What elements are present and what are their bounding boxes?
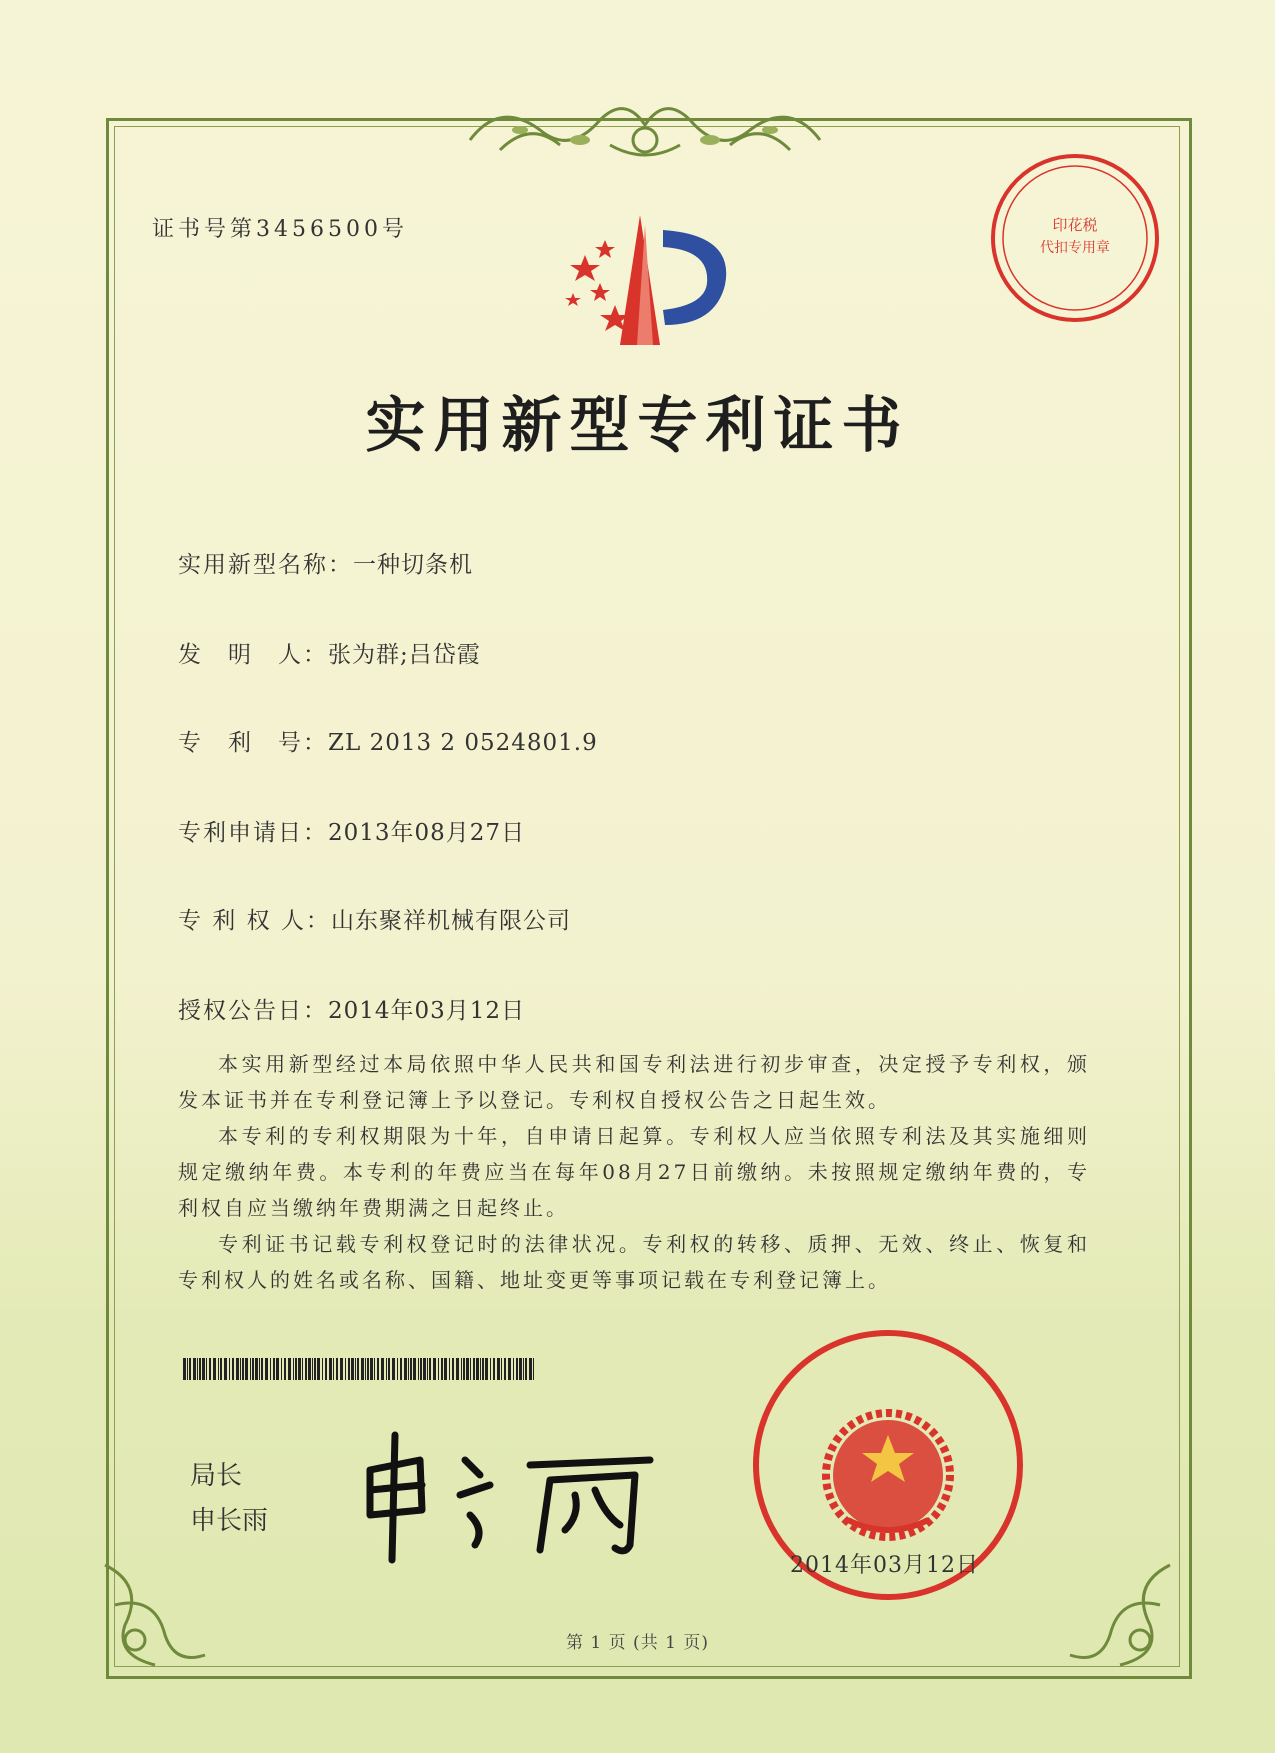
field-label: 授权公告日：	[178, 998, 328, 1024]
svg-text:印花税: 印花税	[1052, 216, 1098, 234]
certificate-title: 实用新型专利证书	[365, 391, 910, 461]
field-label: 发 明 人：	[178, 642, 328, 668]
certificate-number: 证书号第3456500号	[152, 217, 408, 242]
field-value: 2013年08月27日	[328, 820, 526, 846]
field-label: 专 利 权 人：	[178, 908, 331, 934]
field-value: ZL 2013 2 0524801.9	[328, 730, 598, 756]
svg-text:代扣专用章: 代扣专用章	[1040, 240, 1110, 256]
director-title: 局长	[190, 1461, 243, 1491]
field-label: 专 利 号：	[178, 730, 328, 756]
body-paragraph: 专利证书记载专利权登记时的法律状况。专利权的转移、质押、无效、终止、恢复和专利权人的姓名或名称、国籍、地址变更等事项记载在专利登记簿上。	[178, 1232, 1090, 1292]
field-utility-model-name	[178, 546, 473, 579]
field-value: 山东聚祥机械有限公司	[330, 908, 571, 934]
corner-ornament-icon	[1050, 1545, 1190, 1685]
director-name: 申长雨	[190, 1506, 269, 1536]
field-patent-number	[178, 724, 598, 757]
seal-date: 2014年03月12日	[790, 1553, 979, 1578]
corner-ornament-icon	[85, 1545, 225, 1685]
field-label: 专利申请日：	[178, 820, 328, 846]
field-filing-date	[178, 814, 525, 847]
body-paragraph: 本专利的专利权期限为十年，自申请日起算。专利权人应当依照专利法及其实施细则规定缴纳年费。本专利的年费应当在每年08月27日前缴纳。未按照规定缴纳年费的，专利权自应当缴纳年费期满之日起终止。	[178, 1124, 1090, 1220]
top-ornament-icon	[460, 90, 830, 170]
certificate-body	[178, 1046, 1090, 1298]
page-number: 第 1 页 (共 1 页)	[566, 1633, 709, 1653]
field-label: 实用新型名称：	[178, 552, 353, 578]
barcode-icon	[183, 1358, 538, 1380]
patent-office-emblem-icon	[545, 205, 745, 355]
field-patentee	[178, 902, 571, 935]
director-signature-icon	[350, 1420, 670, 1570]
tax-stamp-seal-icon	[985, 148, 1165, 328]
field-inventor	[178, 636, 481, 669]
field-value: 张为群;吕岱霞	[328, 642, 481, 668]
field-value: 一种切条机	[353, 552, 473, 578]
field-value: 2014年03月12日	[328, 998, 526, 1024]
body-paragraph: 本实用新型经过本局依照中华人民共和国专利法进行初步审查，决定授予专利权，颁发本证书并在专利登记簿上予以登记。专利权自授权公告之日起生效。	[178, 1052, 1090, 1112]
field-grant-date	[178, 992, 525, 1025]
